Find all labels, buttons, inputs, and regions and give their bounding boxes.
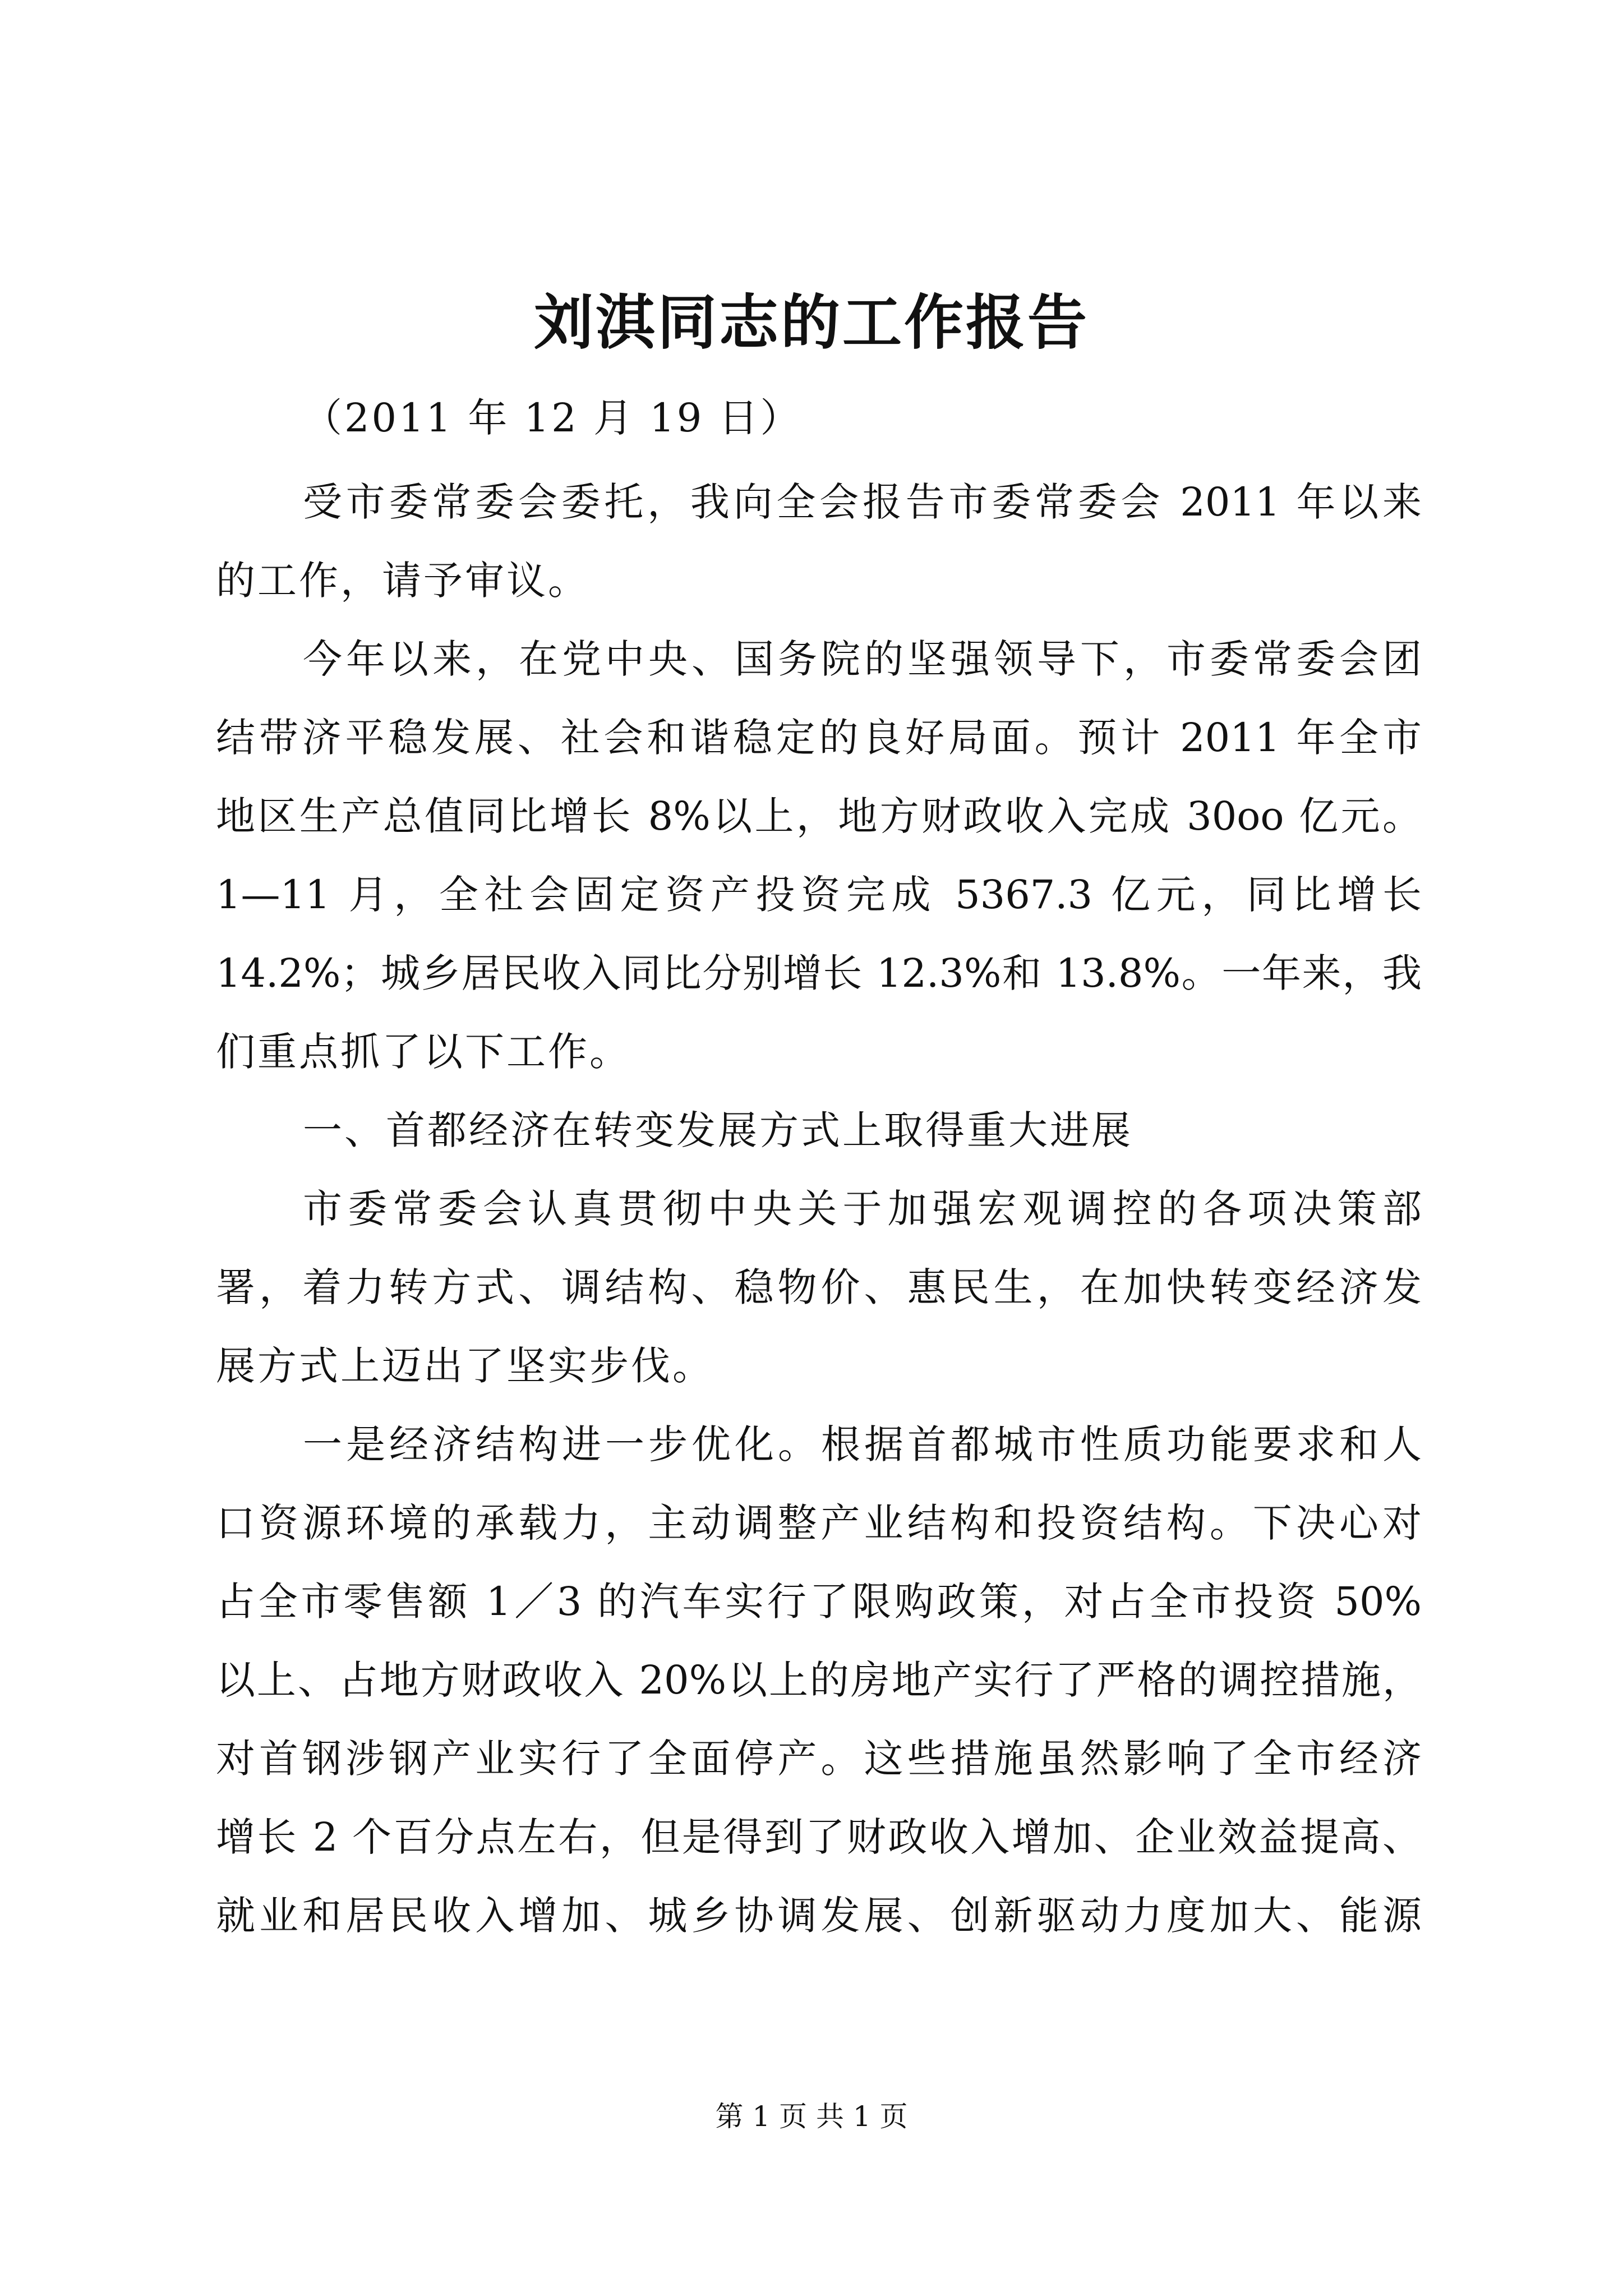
body-line: 就业和居民收入增加、城乡协调发展、创新驱动力度加大、能源	[216, 1893, 1422, 1939]
body-line: 市委常委会认真贯彻中央关于加强宏观调控的各项决策部	[303, 1186, 1422, 1232]
body-line: 展方式上迈出了坚实步伐。	[216, 1343, 714, 1389]
body-line: 一是经济结构进一步优化。根据首都城市性质功能要求和人	[303, 1421, 1422, 1467]
body-line: 对首钢涉钢产业实行了全面停产。这些措施虽然影响了全市经济	[216, 1736, 1422, 1782]
document-date: （2011 年 12 月 19 日）	[303, 395, 802, 441]
body-line: 增长 2 个百分点左右，但是得到了财政收入增加、企业效益提高、	[216, 1814, 1422, 1860]
body-line: 受市委常委会委托，我向全会报告市委常委会 2011 年以来	[303, 479, 1422, 525]
section-heading: 一、首都经济在转变发展方式上取得重大进展	[303, 1107, 1133, 1153]
body-line: 结带济平稳发展、社会和谐稳定的良好局面。预计 2011 年全市	[216, 715, 1422, 761]
body-line: 今年以来，在党中央、国务院的坚强领导下，市委常委会团	[303, 636, 1422, 682]
body-line: 以上、占地方财政收入 20%以上的房地产实行了严格的调控措施，	[216, 1657, 1422, 1703]
body-line: 们重点抓了以下工作。	[216, 1029, 631, 1075]
document-title: 刘淇同志的工作报告	[534, 287, 1089, 357]
body-line: 14.2%；城乡居民收入同比分别增长 12.3%和 13.8%。一年来，我	[216, 950, 1422, 996]
body-line: 口资源环境的承载力，主动调整产业结构和投资结构。下决心对	[216, 1500, 1422, 1546]
body-line: 占全市零售额 1／3 的汽车实行了限购政策，对占全市投资 50%	[216, 1579, 1422, 1625]
page-footer: 第 1 页 共 1 页	[715, 2100, 908, 2133]
body-line: 1—11 月，全社会固定资产投资完成 5367.3 亿元，同比增长	[216, 872, 1422, 918]
body-line: 的工作，请予审议。	[216, 558, 589, 604]
body-line: 地区生产总值同比增长 8%以上，地方财政收入完成 30oo 亿元。	[216, 793, 1422, 839]
body-line: 署，着力转方式、调结构、稳物价、惠民生，在加快转变经济发	[216, 1264, 1422, 1310]
